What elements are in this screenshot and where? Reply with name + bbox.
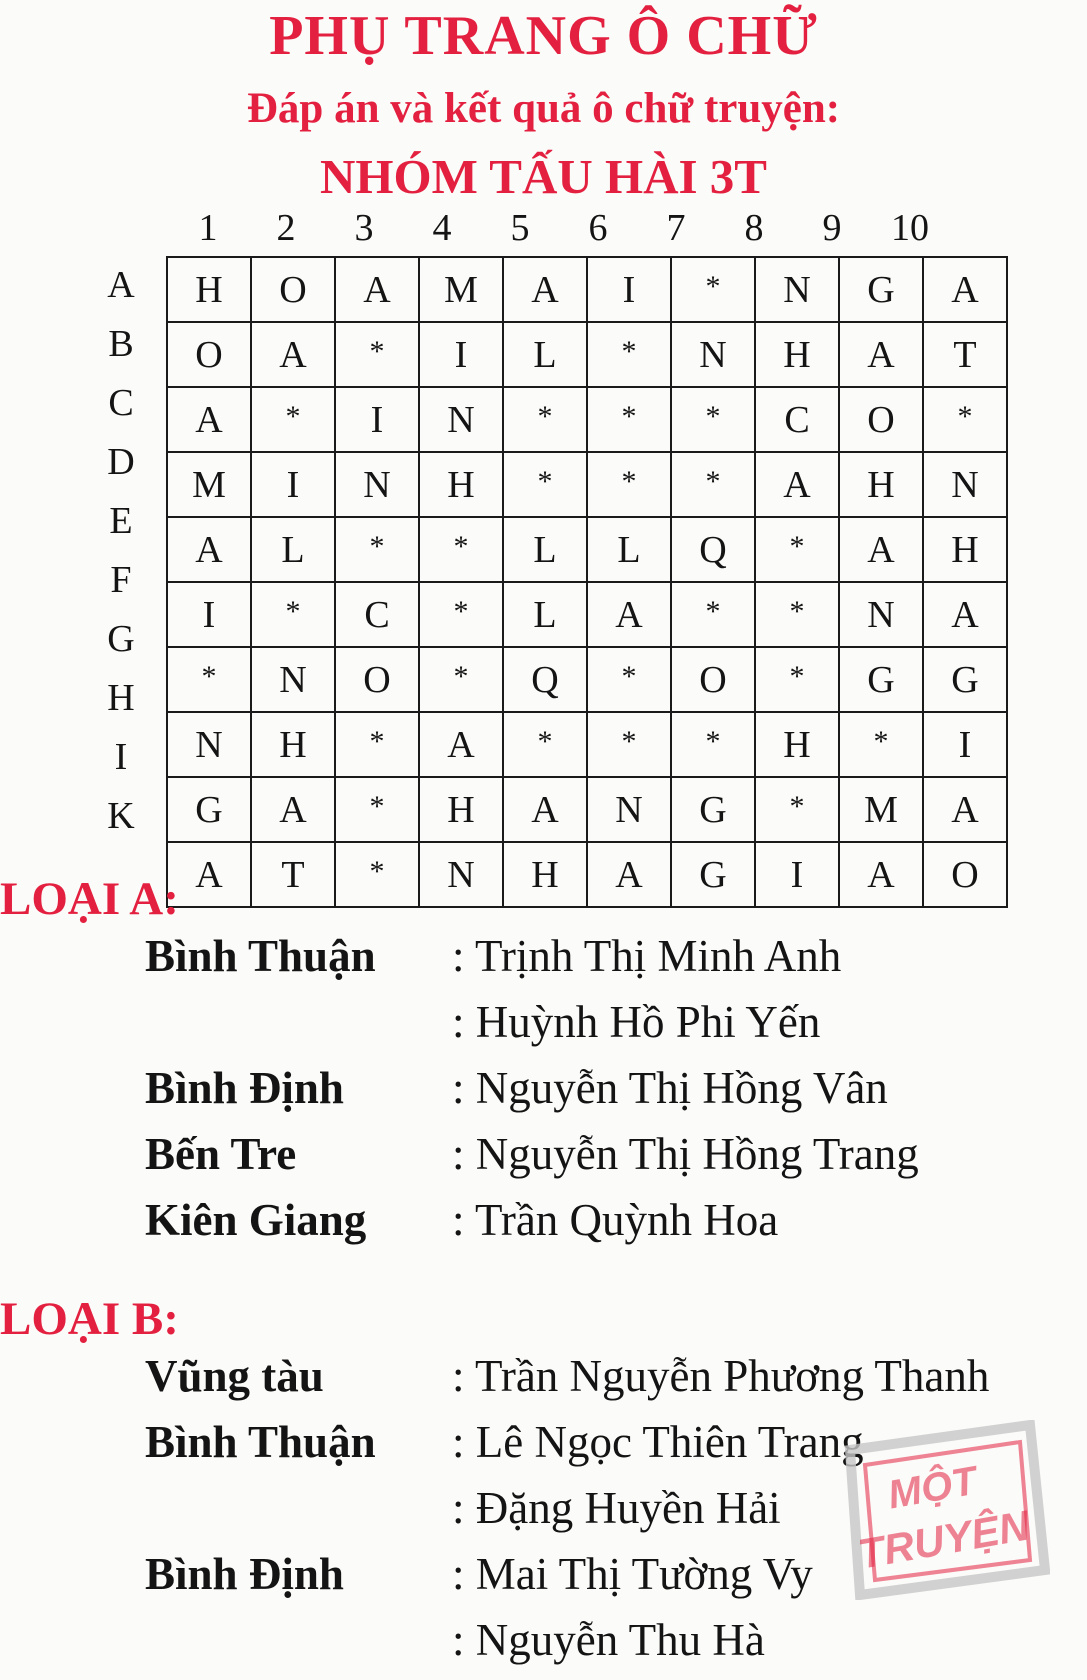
grid-cell: L — [503, 582, 587, 647]
grid-cell: C — [755, 387, 839, 452]
grid-cell: A — [587, 842, 671, 907]
column-number: 10 — [891, 207, 929, 249]
grid-cell: H — [251, 712, 335, 777]
grid-cell: N — [335, 452, 419, 517]
grid-cell: * — [335, 322, 419, 387]
grid-cell: O — [167, 322, 251, 387]
winner-name: : Mai Thị Tường Vy — [452, 1549, 813, 1599]
grid-cell: N — [167, 712, 251, 777]
list-item — [0, 1350, 1087, 1416]
grid-row — [167, 517, 1007, 582]
grid-cell: A — [839, 842, 923, 907]
grid-cell: M — [419, 257, 503, 322]
province-name: Kiên Giang — [145, 1195, 367, 1245]
column-number: 5 — [510, 207, 530, 249]
grid-cell: O — [335, 647, 419, 712]
grid-cell: * — [587, 452, 671, 517]
province-name: Bình Định — [145, 1063, 344, 1113]
grid-cell: A — [419, 712, 503, 777]
grid-cell: N — [755, 257, 839, 322]
grid-cell: * — [503, 387, 587, 452]
grid-cell: L — [503, 322, 587, 387]
province-name: Bến Tre — [145, 1129, 297, 1179]
grid-cell: * — [671, 452, 755, 517]
grid-cell: L — [251, 517, 335, 582]
grid-cell: H — [755, 322, 839, 387]
grid-cell: N — [839, 582, 923, 647]
list-item — [0, 1194, 1087, 1260]
grid-cell: O — [251, 257, 335, 322]
grid-cell: * — [587, 647, 671, 712]
grid-cell: G — [839, 257, 923, 322]
row-label: B — [108, 323, 134, 365]
winner-name: : Nguyễn Thị Hồng Vân — [452, 1063, 888, 1113]
grid-cell: T — [251, 842, 335, 907]
grid-cell: * — [755, 582, 839, 647]
grid-row — [167, 712, 1007, 777]
row-label: D — [107, 441, 135, 483]
grid-cell: * — [419, 517, 503, 582]
grid-cell: M — [167, 452, 251, 517]
winner-name: : Lê Ngọc Thiên Trang — [452, 1417, 864, 1467]
province-name: Bình Thuận — [145, 931, 376, 981]
grid-cell: A — [167, 842, 251, 907]
grid-row — [167, 647, 1007, 712]
grid-cell: * — [923, 387, 1007, 452]
grid-cell: * — [671, 257, 755, 322]
grid-cell: I — [923, 712, 1007, 777]
grid-cell: H — [503, 842, 587, 907]
grid-cell: A — [503, 777, 587, 842]
winner-name: : Trần Nguyễn Phương Thanh — [452, 1351, 990, 1401]
grid-cell: H — [419, 777, 503, 842]
grid-cell: I — [419, 322, 503, 387]
grid-cell: * — [335, 712, 419, 777]
column-number: 2 — [276, 207, 296, 249]
list-item — [0, 996, 1087, 1062]
grid-cell: L — [587, 517, 671, 582]
grid-cell: N — [419, 387, 503, 452]
grid-cell: N — [251, 647, 335, 712]
grid-cell: H — [755, 712, 839, 777]
svg-text:MỘT: MỘT — [884, 1458, 980, 1518]
watermark-logo — [830, 1420, 1050, 1600]
grid-cell: O — [923, 842, 1007, 907]
grid-cell: N — [419, 842, 503, 907]
grid-cell: G — [671, 777, 755, 842]
grid-cell: H — [167, 257, 251, 322]
row-label: K — [107, 795, 135, 837]
grid-cell: H — [839, 452, 923, 517]
grid-cell: L — [503, 517, 587, 582]
column-number: 1 — [198, 207, 218, 249]
grid-cell: I — [167, 582, 251, 647]
section-label-loai-b: LOẠI B: — [0, 1293, 179, 1345]
grid-cell: A — [251, 322, 335, 387]
province-name: Bình Thuận — [145, 1417, 376, 1467]
grid-cell: N — [923, 452, 1007, 517]
column-number: 4 — [432, 207, 452, 249]
winner-name: : Trịnh Thị Minh Anh — [452, 931, 842, 981]
crossword-grid — [166, 256, 1008, 908]
grid-cell: A — [923, 777, 1007, 842]
grid-cell: * — [755, 647, 839, 712]
row-label: H — [107, 677, 135, 719]
page-subtitle-2: NHÓM TẤU HÀI 3T — [320, 149, 767, 204]
grid-row — [167, 452, 1007, 517]
grid-cell: I — [251, 452, 335, 517]
grid-cell: N — [587, 777, 671, 842]
grid-cell: * — [587, 712, 671, 777]
column-number: 3 — [354, 207, 374, 249]
province-name: Bình Định — [145, 1549, 344, 1599]
grid-cell: A — [923, 257, 1007, 322]
grid-cell: * — [755, 517, 839, 582]
grid-cell: * — [587, 387, 671, 452]
grid-cell: * — [671, 387, 755, 452]
row-label: I — [114, 736, 128, 778]
grid-row — [167, 582, 1007, 647]
grid-cell: * — [839, 712, 923, 777]
page-title: PHỤ TRANG Ô CHỮ — [269, 5, 818, 67]
grid-cell: N — [671, 322, 755, 387]
row-label: E — [109, 500, 133, 542]
grid-cell: A — [167, 387, 251, 452]
list-item — [0, 1128, 1087, 1194]
grid-cell: G — [671, 842, 755, 907]
section-label-loai-a: LOẠI A: — [0, 873, 179, 925]
grid-cell: * — [335, 842, 419, 907]
grid-cell: A — [503, 257, 587, 322]
grid-row — [167, 257, 1007, 322]
grid-cell: * — [167, 647, 251, 712]
grid-cell: * — [503, 452, 587, 517]
grid-cell: Q — [671, 517, 755, 582]
grid-cell: A — [251, 777, 335, 842]
list-item — [0, 1614, 1087, 1680]
row-label: F — [110, 559, 132, 601]
grid-cell: G — [839, 647, 923, 712]
grid-cell: M — [839, 777, 923, 842]
list-item — [0, 1062, 1087, 1128]
grid-row — [167, 387, 1007, 452]
list-item — [0, 930, 1087, 996]
winner-name: : Nguyễn Thị Hồng Trang — [452, 1129, 919, 1179]
grid-cell: O — [671, 647, 755, 712]
grid-cell: H — [419, 452, 503, 517]
grid-cell: O — [839, 387, 923, 452]
column-number: 9 — [822, 207, 842, 249]
column-number: 8 — [744, 207, 764, 249]
grid-cell: * — [503, 712, 587, 777]
winner-name: : Nguyễn Thu Hà — [452, 1615, 765, 1665]
grid-cell: * — [671, 582, 755, 647]
row-label: C — [108, 382, 134, 424]
winner-name: : Đặng Huyền Hải — [452, 1483, 781, 1533]
page-subtitle: Đáp án và kết quả ô chữ truyện: — [246, 85, 841, 132]
grid-cell: Q — [503, 647, 587, 712]
column-number: 7 — [666, 207, 686, 249]
grid-cell: T — [923, 322, 1007, 387]
grid-cell: G — [167, 777, 251, 842]
grid-cell: I — [755, 842, 839, 907]
grid-cell: * — [335, 517, 419, 582]
svg-text:TRUYỆN: TRUYỆN — [854, 1501, 1033, 1578]
grid-cell: I — [587, 257, 671, 322]
column-number: 6 — [588, 207, 608, 249]
grid-cell: * — [671, 712, 755, 777]
winner-name: : Huỳnh Hồ Phi Yến — [452, 997, 821, 1047]
row-label: A — [107, 264, 135, 306]
grid-cell: A — [167, 517, 251, 582]
grid-cell: * — [755, 777, 839, 842]
winner-name: : Trần Quỳnh Hoa — [452, 1195, 779, 1245]
grid-row — [167, 777, 1007, 842]
grid-cell: * — [251, 582, 335, 647]
grid-cell: * — [419, 647, 503, 712]
grid-cell: C — [335, 582, 419, 647]
grid-cell: A — [839, 517, 923, 582]
grid-cell: I — [335, 387, 419, 452]
grid-cell: G — [923, 647, 1007, 712]
grid-cell: A — [923, 582, 1007, 647]
grid-cell: * — [419, 582, 503, 647]
grid-cell: H — [923, 517, 1007, 582]
row-label: G — [107, 618, 135, 660]
province-name: Vũng tàu — [145, 1351, 324, 1401]
grid-row — [167, 322, 1007, 387]
grid-cell: * — [587, 322, 671, 387]
grid-cell: A — [587, 582, 671, 647]
grid-cell: A — [335, 257, 419, 322]
grid-cell: A — [839, 322, 923, 387]
grid-cell: * — [335, 777, 419, 842]
grid-cell: A — [755, 452, 839, 517]
grid-cell: * — [251, 387, 335, 452]
grid-row — [167, 842, 1007, 907]
